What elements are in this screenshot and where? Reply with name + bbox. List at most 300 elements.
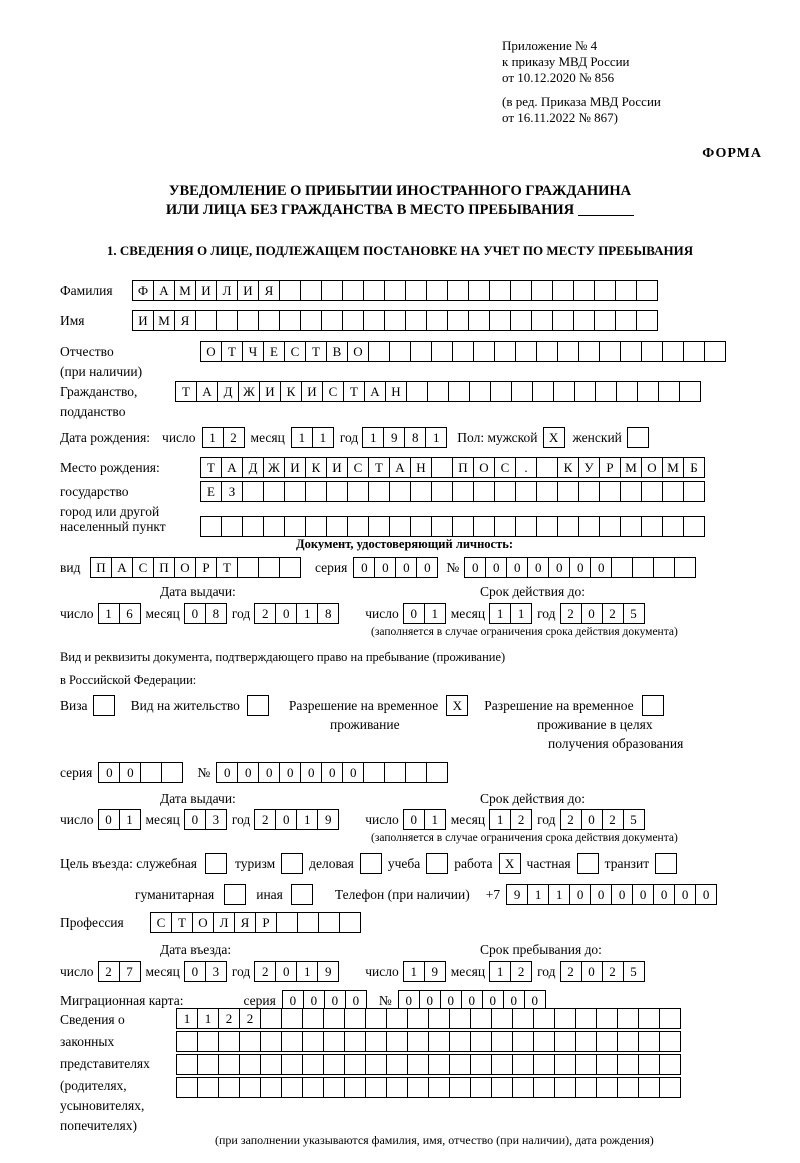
form-cell[interactable]: 0 bbox=[581, 809, 603, 830]
form-cell[interactable]: 1 bbox=[291, 427, 313, 448]
form-cell[interactable] bbox=[468, 280, 490, 301]
form-cell[interactable]: И bbox=[326, 457, 348, 478]
form-cell[interactable]: С bbox=[322, 381, 344, 402]
form-cell[interactable]: 1 bbox=[312, 427, 334, 448]
form-cell[interactable]: 0 bbox=[98, 762, 120, 783]
doc-issue-month-input[interactable] bbox=[184, 603, 227, 624]
form-cell[interactable] bbox=[363, 310, 385, 331]
form-cell[interactable]: Н bbox=[410, 457, 432, 478]
form-cell[interactable] bbox=[297, 912, 319, 933]
form-cell[interactable]: Т bbox=[221, 341, 243, 362]
form-cell[interactable]: 2 bbox=[510, 809, 532, 830]
form-cell[interactable] bbox=[491, 1031, 513, 1052]
form-cell[interactable] bbox=[573, 310, 595, 331]
form-cell[interactable] bbox=[553, 381, 575, 402]
permit-issue-year-input[interactable] bbox=[254, 809, 339, 830]
form-cell[interactable] bbox=[323, 1031, 345, 1052]
form-cell[interactable] bbox=[617, 1054, 639, 1075]
form-cell[interactable]: И bbox=[301, 381, 323, 402]
form-cell[interactable]: У bbox=[578, 457, 600, 478]
stay-day-input[interactable] bbox=[403, 961, 446, 982]
form-cell[interactable] bbox=[323, 1077, 345, 1098]
doc-issue-day-input[interactable] bbox=[98, 603, 141, 624]
form-cell[interactable] bbox=[197, 1054, 219, 1075]
form-cell[interactable] bbox=[510, 310, 532, 331]
birthplace-input-row-2[interactable] bbox=[200, 481, 705, 502]
form-cell[interactable]: О bbox=[200, 341, 222, 362]
permit-valid-day-input[interactable] bbox=[403, 809, 446, 830]
form-cell[interactable]: 0 bbox=[184, 809, 206, 830]
form-cell[interactable] bbox=[218, 1031, 240, 1052]
form-cell[interactable]: 0 bbox=[569, 557, 591, 578]
form-cell[interactable] bbox=[281, 1077, 303, 1098]
form-cell[interactable] bbox=[552, 280, 574, 301]
form-cell[interactable] bbox=[452, 341, 474, 362]
form-cell[interactable]: 0 bbox=[398, 990, 420, 1011]
form-cell[interactable] bbox=[531, 280, 553, 301]
form-cell[interactable]: А bbox=[221, 457, 243, 478]
form-cell[interactable] bbox=[218, 1077, 240, 1098]
form-cell[interactable] bbox=[574, 381, 596, 402]
form-cell[interactable] bbox=[512, 1077, 534, 1098]
form-cell[interactable] bbox=[368, 341, 390, 362]
form-cell[interactable]: 9 bbox=[383, 427, 405, 448]
form-cell[interactable] bbox=[389, 516, 411, 537]
form-cell[interactable]: 0 bbox=[503, 990, 525, 1011]
form-cell[interactable] bbox=[161, 762, 183, 783]
purpose-private-checkbox[interactable] bbox=[577, 853, 599, 874]
form-cell[interactable] bbox=[386, 1054, 408, 1075]
form-cell[interactable] bbox=[659, 1031, 681, 1052]
permit-issue-day-input[interactable] bbox=[98, 809, 141, 830]
form-cell[interactable] bbox=[616, 381, 638, 402]
form-cell[interactable]: П bbox=[153, 557, 175, 578]
form-cell[interactable] bbox=[384, 762, 406, 783]
form-cell[interactable] bbox=[636, 280, 658, 301]
form-cell[interactable] bbox=[533, 1031, 555, 1052]
form-cell[interactable] bbox=[452, 516, 474, 537]
form-cell[interactable] bbox=[515, 516, 537, 537]
form-cell[interactable]: М bbox=[153, 310, 175, 331]
form-cell[interactable] bbox=[197, 1077, 219, 1098]
form-cell[interactable] bbox=[363, 762, 385, 783]
form-cell[interactable] bbox=[557, 516, 579, 537]
form-cell[interactable] bbox=[578, 341, 600, 362]
form-cell[interactable] bbox=[405, 310, 427, 331]
form-cell[interactable]: 0 bbox=[119, 762, 141, 783]
form-cell[interactable] bbox=[449, 1054, 471, 1075]
doc-valid-day-input[interactable] bbox=[403, 603, 446, 624]
form-cell[interactable] bbox=[679, 381, 701, 402]
form-cell[interactable]: 0 bbox=[184, 961, 206, 982]
form-cell[interactable] bbox=[260, 1031, 282, 1052]
form-cell[interactable] bbox=[284, 516, 306, 537]
form-cell[interactable]: К bbox=[305, 457, 327, 478]
form-cell[interactable]: К bbox=[280, 381, 302, 402]
form-cell[interactable]: Л bbox=[213, 912, 235, 933]
form-cell[interactable] bbox=[365, 1031, 387, 1052]
form-cell[interactable] bbox=[407, 1031, 429, 1052]
form-cell[interactable]: 1 bbox=[425, 427, 447, 448]
form-cell[interactable]: 1 bbox=[403, 961, 425, 982]
edu-residence-checkbox[interactable] bbox=[642, 695, 664, 716]
form-cell[interactable]: 2 bbox=[223, 427, 245, 448]
form-cell[interactable]: З bbox=[221, 481, 243, 502]
form-cell[interactable] bbox=[620, 341, 642, 362]
form-cell[interactable]: О bbox=[641, 457, 663, 478]
form-cell[interactable] bbox=[494, 516, 516, 537]
form-cell[interactable] bbox=[554, 1008, 576, 1029]
form-cell[interactable]: 0 bbox=[321, 762, 343, 783]
form-cell[interactable]: А bbox=[153, 280, 175, 301]
form-cell[interactable] bbox=[575, 1031, 597, 1052]
form-cell[interactable]: 0 bbox=[282, 990, 304, 1011]
form-cell[interactable]: 0 bbox=[237, 762, 259, 783]
form-cell[interactable] bbox=[323, 1054, 345, 1075]
legal-rep-input-3[interactable] bbox=[176, 1054, 681, 1075]
entry-month-input[interactable] bbox=[184, 961, 227, 982]
form-cell[interactable]: 0 bbox=[184, 603, 206, 624]
form-cell[interactable] bbox=[321, 310, 343, 331]
form-cell[interactable]: 2 bbox=[254, 961, 276, 982]
form-cell[interactable] bbox=[260, 1054, 282, 1075]
form-cell[interactable] bbox=[620, 481, 642, 502]
form-cell[interactable] bbox=[302, 1008, 324, 1029]
form-cell[interactable] bbox=[638, 1077, 660, 1098]
form-cell[interactable] bbox=[494, 341, 516, 362]
form-cell[interactable]: 0 bbox=[590, 884, 612, 905]
form-cell[interactable] bbox=[595, 381, 617, 402]
form-cell[interactable]: 7 bbox=[119, 961, 141, 982]
form-cell[interactable] bbox=[452, 481, 474, 502]
entry-year-input[interactable] bbox=[254, 961, 339, 982]
form-cell[interactable] bbox=[683, 341, 705, 362]
form-cell[interactable] bbox=[659, 1008, 681, 1029]
form-cell[interactable] bbox=[410, 516, 432, 537]
form-cell[interactable] bbox=[489, 280, 511, 301]
form-cell[interactable]: Р bbox=[599, 457, 621, 478]
legal-rep-input-1[interactable] bbox=[176, 1008, 681, 1029]
form-cell[interactable] bbox=[389, 481, 411, 502]
form-cell[interactable] bbox=[674, 557, 696, 578]
form-cell[interactable]: 2 bbox=[254, 809, 276, 830]
form-cell[interactable] bbox=[237, 310, 259, 331]
form-cell[interactable] bbox=[344, 1008, 366, 1029]
form-cell[interactable]: 5 bbox=[623, 809, 645, 830]
form-cell[interactable]: 3 bbox=[205, 961, 227, 982]
form-cell[interactable]: 0 bbox=[258, 762, 280, 783]
form-cell[interactable]: 0 bbox=[300, 762, 322, 783]
form-cell[interactable] bbox=[470, 1008, 492, 1029]
form-cell[interactable] bbox=[300, 280, 322, 301]
form-cell[interactable]: 1 bbox=[548, 884, 570, 905]
form-cell[interactable]: А bbox=[389, 457, 411, 478]
visa-checkbox[interactable] bbox=[93, 695, 115, 716]
form-cell[interactable] bbox=[176, 1031, 198, 1052]
form-cell[interactable]: . bbox=[515, 457, 537, 478]
doc-series-input[interactable] bbox=[353, 557, 438, 578]
form-cell[interactable]: 0 bbox=[464, 557, 486, 578]
form-cell[interactable]: А bbox=[364, 381, 386, 402]
form-cell[interactable] bbox=[368, 516, 390, 537]
form-cell[interactable]: О bbox=[174, 557, 196, 578]
form-cell[interactable]: 1 bbox=[489, 603, 511, 624]
form-cell[interactable]: 2 bbox=[602, 961, 624, 982]
form-cell[interactable]: Т bbox=[175, 381, 197, 402]
form-cell[interactable]: 8 bbox=[205, 603, 227, 624]
form-cell[interactable] bbox=[632, 557, 654, 578]
purpose-business-checkbox[interactable] bbox=[360, 853, 382, 874]
form-cell[interactable] bbox=[284, 481, 306, 502]
form-cell[interactable] bbox=[554, 1077, 576, 1098]
form-cell[interactable] bbox=[426, 280, 448, 301]
form-cell[interactable] bbox=[596, 1031, 618, 1052]
form-cell[interactable]: 0 bbox=[374, 557, 396, 578]
form-cell[interactable] bbox=[596, 1008, 618, 1029]
form-cell[interactable] bbox=[470, 1031, 492, 1052]
form-cell[interactable] bbox=[447, 310, 469, 331]
form-cell[interactable]: 2 bbox=[254, 603, 276, 624]
form-cell[interactable]: 5 bbox=[623, 603, 645, 624]
form-cell[interactable]: 0 bbox=[581, 961, 603, 982]
form-cell[interactable]: 2 bbox=[510, 961, 532, 982]
form-cell[interactable] bbox=[662, 516, 684, 537]
form-cell[interactable]: 5 bbox=[623, 961, 645, 982]
form-cell[interactable] bbox=[620, 516, 642, 537]
form-cell[interactable] bbox=[468, 310, 490, 331]
form-cell[interactable]: Ч bbox=[242, 341, 264, 362]
form-cell[interactable]: Я bbox=[174, 310, 196, 331]
form-cell[interactable] bbox=[242, 516, 264, 537]
form-cell[interactable]: 8 bbox=[317, 603, 339, 624]
form-cell[interactable] bbox=[532, 381, 554, 402]
form-cell[interactable] bbox=[594, 280, 616, 301]
form-cell[interactable] bbox=[260, 1077, 282, 1098]
form-cell[interactable]: Ж bbox=[263, 457, 285, 478]
form-cell[interactable] bbox=[653, 557, 675, 578]
form-cell[interactable] bbox=[237, 557, 259, 578]
form-cell[interactable]: 8 bbox=[404, 427, 426, 448]
form-cell[interactable] bbox=[470, 1054, 492, 1075]
form-cell[interactable]: 0 bbox=[569, 884, 591, 905]
form-cell[interactable] bbox=[239, 1077, 261, 1098]
purpose-transit-checkbox[interactable] bbox=[655, 853, 677, 874]
form-cell[interactable]: И bbox=[284, 457, 306, 478]
form-cell[interactable]: 0 bbox=[461, 990, 483, 1011]
form-cell[interactable]: 0 bbox=[279, 762, 301, 783]
form-cell[interactable] bbox=[617, 1008, 639, 1029]
residence-checkbox[interactable] bbox=[247, 695, 269, 716]
form-cell[interactable] bbox=[323, 1008, 345, 1029]
temp-residence-checkbox[interactable]: X bbox=[446, 695, 468, 716]
form-cell[interactable] bbox=[405, 762, 427, 783]
form-cell[interactable]: 9 bbox=[317, 809, 339, 830]
form-cell[interactable]: 0 bbox=[275, 603, 297, 624]
birth-month-input[interactable] bbox=[291, 427, 334, 448]
entry-day-input[interactable] bbox=[98, 961, 141, 982]
form-cell[interactable] bbox=[512, 1054, 534, 1075]
form-cell[interactable] bbox=[447, 280, 469, 301]
form-cell[interactable] bbox=[617, 1031, 639, 1052]
form-cell[interactable] bbox=[533, 1008, 555, 1029]
form-cell[interactable] bbox=[258, 557, 280, 578]
form-cell[interactable]: 0 bbox=[342, 762, 364, 783]
form-cell[interactable] bbox=[489, 310, 511, 331]
form-cell[interactable]: 0 bbox=[440, 990, 462, 1011]
permit-issue-month-input[interactable] bbox=[184, 809, 227, 830]
form-cell[interactable]: 1 bbox=[176, 1008, 198, 1029]
form-cell[interactable] bbox=[615, 280, 637, 301]
form-cell[interactable] bbox=[344, 1031, 366, 1052]
form-cell[interactable] bbox=[683, 481, 705, 502]
form-cell[interactable]: 0 bbox=[403, 809, 425, 830]
form-cell[interactable]: 0 bbox=[395, 557, 417, 578]
form-cell[interactable] bbox=[405, 280, 427, 301]
form-cell[interactable] bbox=[407, 1008, 429, 1029]
form-cell[interactable]: 0 bbox=[482, 990, 504, 1011]
form-cell[interactable] bbox=[611, 557, 633, 578]
form-cell[interactable]: О bbox=[192, 912, 214, 933]
form-cell[interactable]: Н bbox=[385, 381, 407, 402]
form-cell[interactable]: 1 bbox=[296, 603, 318, 624]
form-cell[interactable] bbox=[557, 481, 579, 502]
form-cell[interactable] bbox=[511, 381, 533, 402]
form-cell[interactable]: 2 bbox=[218, 1008, 240, 1029]
form-cell[interactable] bbox=[449, 1031, 471, 1052]
form-cell[interactable]: 0 bbox=[216, 762, 238, 783]
form-cell[interactable] bbox=[473, 516, 495, 537]
form-cell[interactable] bbox=[258, 310, 280, 331]
form-cell[interactable]: И bbox=[132, 310, 154, 331]
form-cell[interactable] bbox=[384, 280, 406, 301]
form-cell[interactable] bbox=[300, 310, 322, 331]
form-cell[interactable] bbox=[473, 341, 495, 362]
form-cell[interactable] bbox=[195, 310, 217, 331]
form-cell[interactable] bbox=[406, 381, 428, 402]
form-cell[interactable] bbox=[515, 481, 537, 502]
form-cell[interactable] bbox=[469, 381, 491, 402]
form-cell[interactable] bbox=[638, 1008, 660, 1029]
form-cell[interactable] bbox=[552, 310, 574, 331]
form-cell[interactable]: 0 bbox=[590, 557, 612, 578]
form-cell[interactable] bbox=[176, 1077, 198, 1098]
form-cell[interactable] bbox=[339, 912, 361, 933]
form-cell[interactable] bbox=[491, 1054, 513, 1075]
form-cell[interactable]: 9 bbox=[317, 961, 339, 982]
form-cell[interactable]: О bbox=[347, 341, 369, 362]
form-cell[interactable] bbox=[365, 1054, 387, 1075]
form-cell[interactable]: 2 bbox=[602, 603, 624, 624]
form-cell[interactable] bbox=[239, 1054, 261, 1075]
form-cell[interactable] bbox=[596, 1077, 618, 1098]
form-cell[interactable] bbox=[617, 1077, 639, 1098]
form-cell[interactable]: 1 bbox=[119, 809, 141, 830]
form-cell[interactable] bbox=[407, 1054, 429, 1075]
form-cell[interactable] bbox=[448, 381, 470, 402]
form-cell[interactable]: 0 bbox=[674, 884, 696, 905]
form-cell[interactable] bbox=[281, 1054, 303, 1075]
form-cell[interactable] bbox=[659, 1077, 681, 1098]
form-cell[interactable]: 6 bbox=[119, 603, 141, 624]
purpose-service-checkbox[interactable] bbox=[205, 853, 227, 874]
form-cell[interactable] bbox=[536, 457, 558, 478]
birth-day-input[interactable] bbox=[202, 427, 245, 448]
form-cell[interactable]: 1 bbox=[489, 961, 511, 982]
form-cell[interactable] bbox=[344, 1077, 366, 1098]
form-cell[interactable]: С bbox=[284, 341, 306, 362]
birthplace-input-row-3[interactable] bbox=[200, 516, 705, 537]
form-cell[interactable]: В bbox=[326, 341, 348, 362]
form-cell[interactable]: 0 bbox=[416, 557, 438, 578]
name-input[interactable] bbox=[132, 310, 658, 331]
form-cell[interactable]: Д bbox=[242, 457, 264, 478]
form-cell[interactable] bbox=[281, 1031, 303, 1052]
form-cell[interactable] bbox=[641, 481, 663, 502]
form-cell[interactable]: 2 bbox=[239, 1008, 261, 1029]
form-cell[interactable] bbox=[140, 762, 162, 783]
form-cell[interactable] bbox=[494, 481, 516, 502]
form-cell[interactable] bbox=[365, 1008, 387, 1029]
form-cell[interactable]: 2 bbox=[98, 961, 120, 982]
form-cell[interactable] bbox=[365, 1077, 387, 1098]
form-cell[interactable] bbox=[386, 1008, 408, 1029]
form-cell[interactable] bbox=[599, 341, 621, 362]
form-cell[interactable] bbox=[302, 1054, 324, 1075]
form-cell[interactable] bbox=[410, 341, 432, 362]
form-cell[interactable]: 0 bbox=[485, 557, 507, 578]
doc-valid-year-input[interactable] bbox=[560, 603, 645, 624]
form-cell[interactable]: П bbox=[452, 457, 474, 478]
form-cell[interactable]: 1 bbox=[489, 809, 511, 830]
permit-valid-year-input[interactable] bbox=[560, 809, 645, 830]
form-cell[interactable]: М bbox=[174, 280, 196, 301]
form-cell[interactable] bbox=[596, 1054, 618, 1075]
form-cell[interactable] bbox=[575, 1054, 597, 1075]
doc-number-input[interactable] bbox=[464, 557, 696, 578]
form-cell[interactable] bbox=[578, 516, 600, 537]
form-cell[interactable] bbox=[428, 1008, 450, 1029]
form-cell[interactable]: 0 bbox=[581, 603, 603, 624]
permit-series-input[interactable] bbox=[98, 762, 183, 783]
form-cell[interactable]: 0 bbox=[506, 557, 528, 578]
legal-rep-input-2[interactable] bbox=[176, 1031, 681, 1052]
form-cell[interactable]: С bbox=[150, 912, 172, 933]
form-cell[interactable] bbox=[428, 1077, 450, 1098]
purpose-humanitarian-checkbox[interactable] bbox=[224, 884, 246, 905]
form-cell[interactable] bbox=[536, 516, 558, 537]
form-cell[interactable] bbox=[662, 341, 684, 362]
form-cell[interactable]: М bbox=[662, 457, 684, 478]
birth-year-input[interactable] bbox=[362, 427, 447, 448]
form-cell[interactable]: С bbox=[132, 557, 154, 578]
form-cell[interactable]: С bbox=[347, 457, 369, 478]
form-cell[interactable]: 1 bbox=[202, 427, 224, 448]
form-cell[interactable] bbox=[533, 1054, 555, 1075]
form-cell[interactable]: 3 bbox=[205, 809, 227, 830]
form-cell[interactable] bbox=[575, 1077, 597, 1098]
form-cell[interactable] bbox=[386, 1031, 408, 1052]
form-cell[interactable] bbox=[431, 516, 453, 537]
form-cell[interactable] bbox=[239, 1031, 261, 1052]
form-cell[interactable] bbox=[515, 341, 537, 362]
form-cell[interactable]: Т bbox=[305, 341, 327, 362]
form-cell[interactable] bbox=[536, 481, 558, 502]
form-cell[interactable] bbox=[449, 1008, 471, 1029]
form-cell[interactable] bbox=[557, 341, 579, 362]
form-cell[interactable] bbox=[641, 516, 663, 537]
form-cell[interactable] bbox=[347, 481, 369, 502]
form-cell[interactable] bbox=[636, 310, 658, 331]
